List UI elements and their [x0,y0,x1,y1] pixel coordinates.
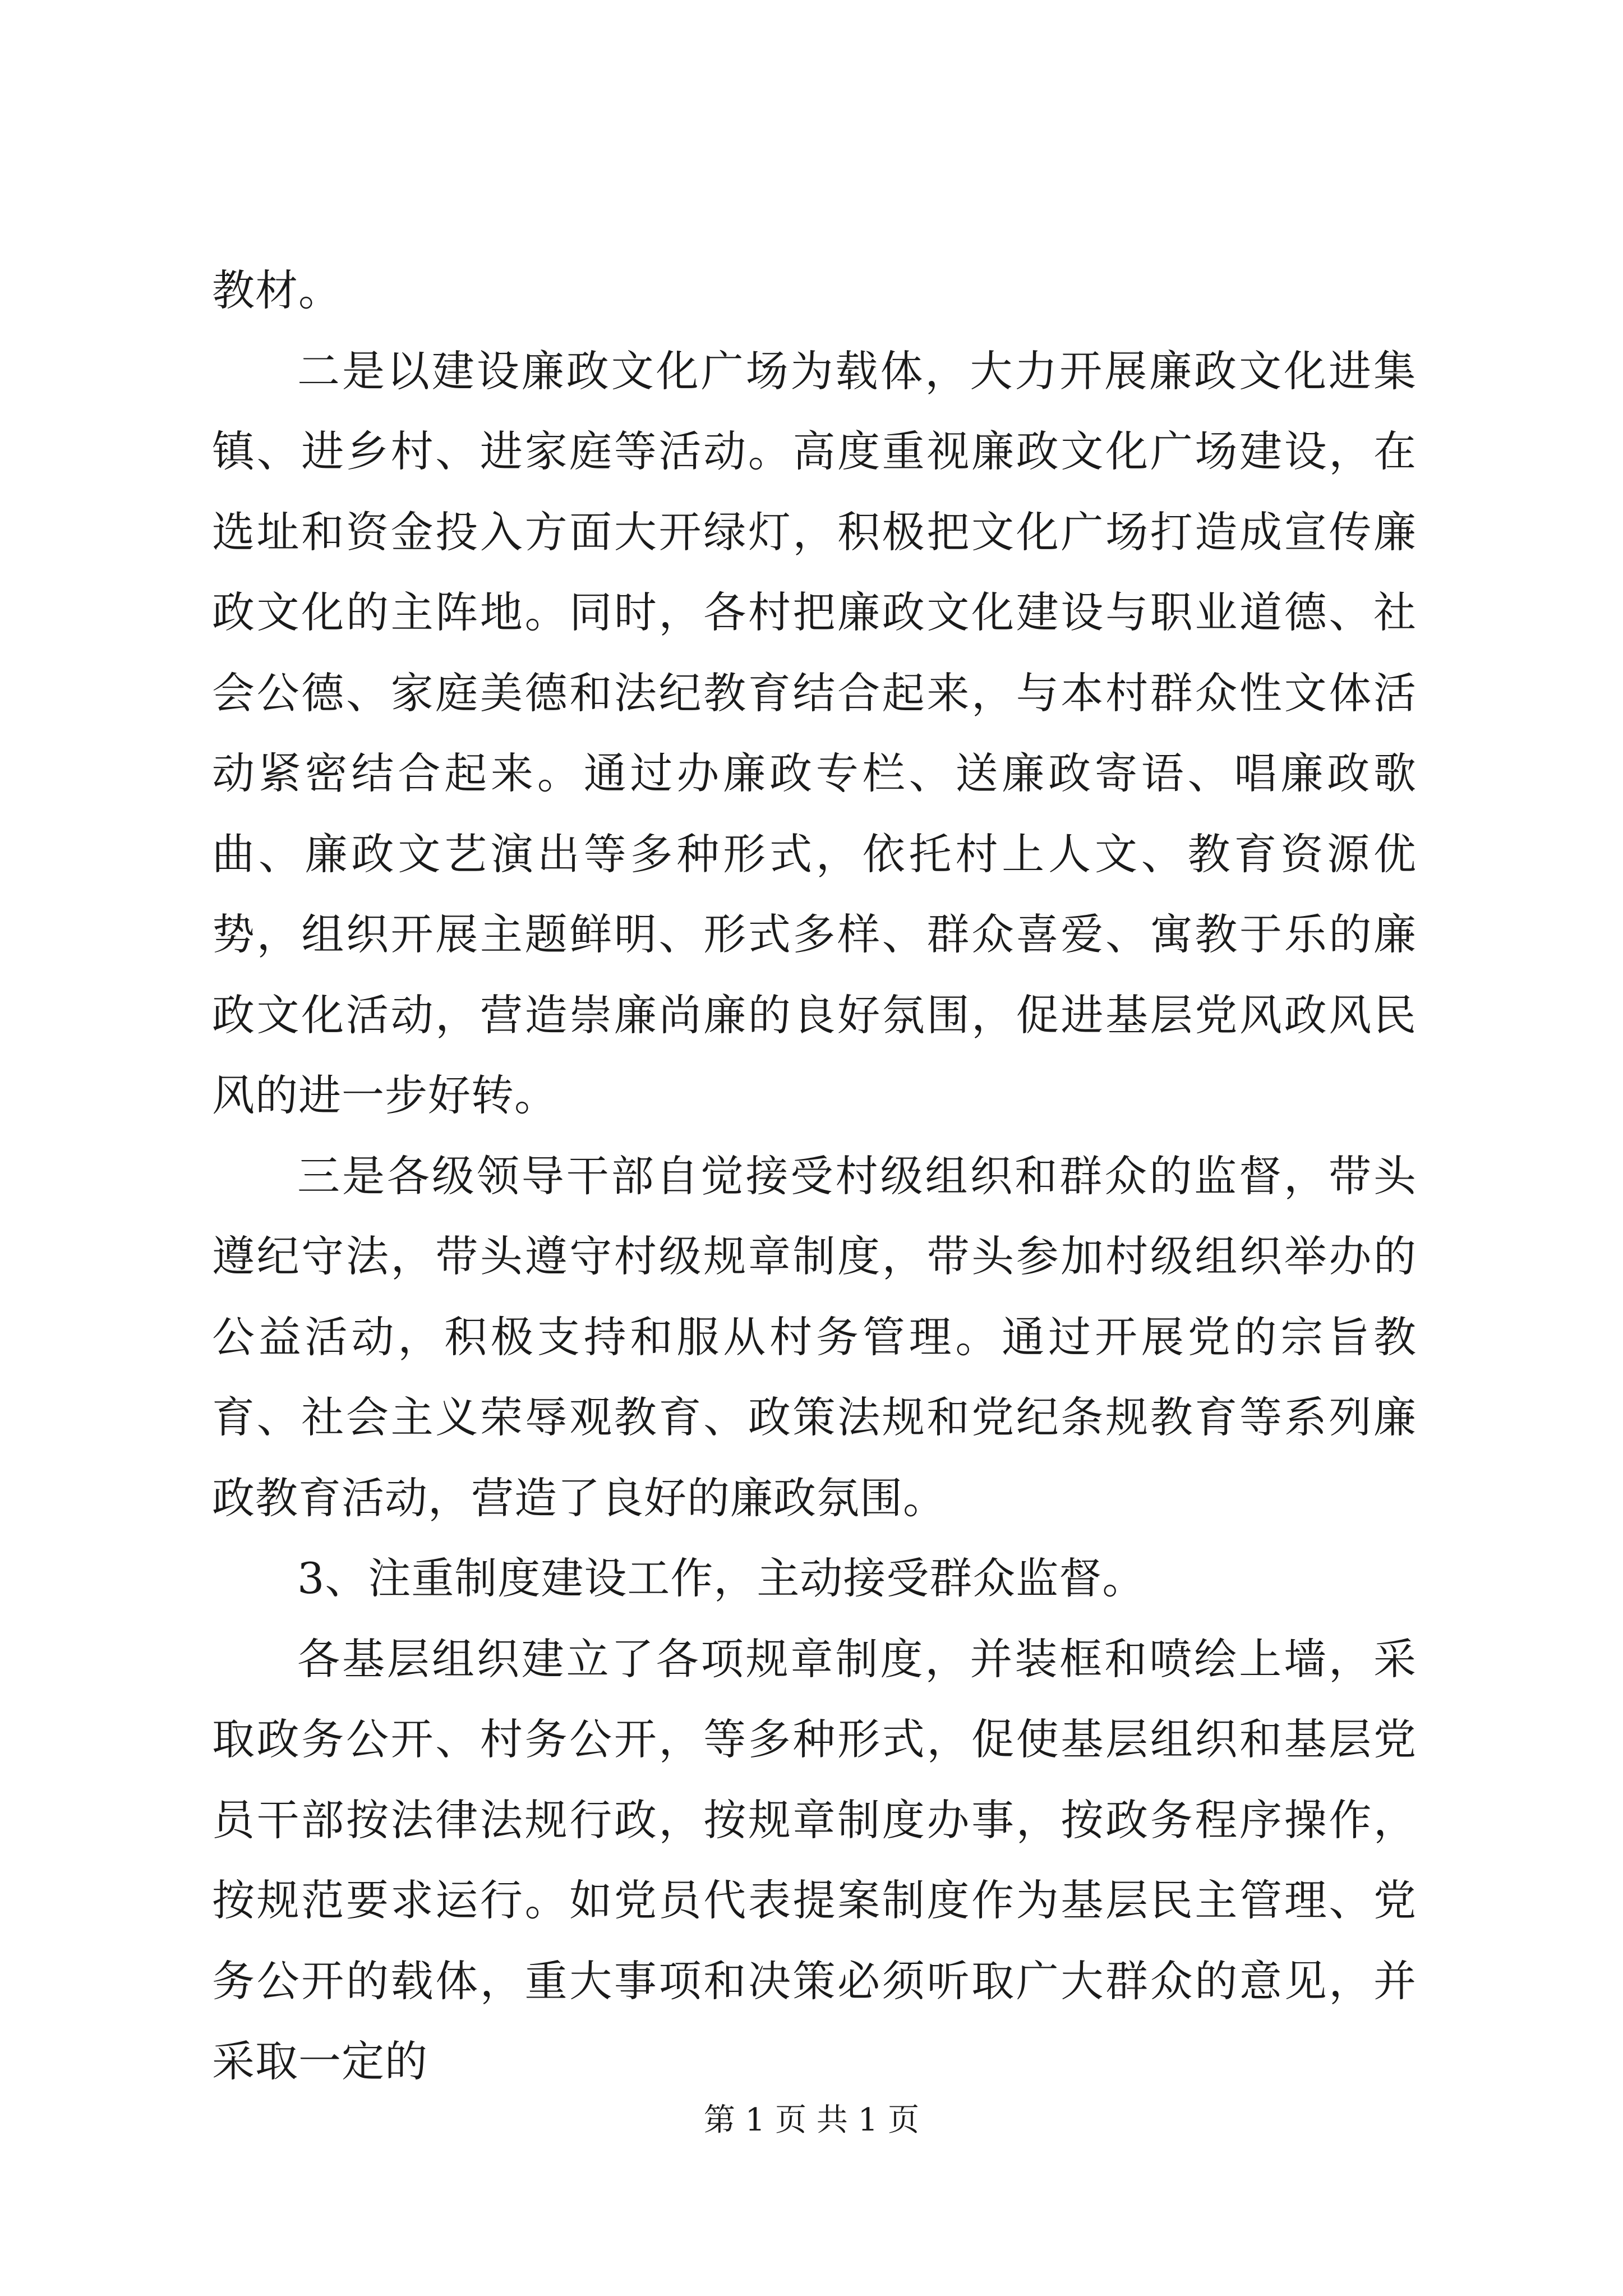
section-heading-institution-building: 3、注重制度建设工作，主动接受群众监督。 [297,1553,1146,1603]
paragraph-cultural-square: 二是以建设廉政文化广场为载体，大力开展廉政文化进集镇、进乡村、进家庭等活动。高度重视廉政文化广场建设，在选址和资金投入方面大开绿灯，积极把文化广场打造成宣传廉政文化的主阵地。同时，各村把廉政文化建设与职业道德、社会公德、家庭美德和法纪教育结合起来，与本村群众性文体活动紧密结合起来。通过办廉政专栏、送廉政寄语、唱廉政歌曲、廉政文艺演出等多种形式，依托村上人文、教育资源优势，组织开展主题鲜明、形式多样、群众喜爱、寓教于乐的廉政文化活动，营造崇廉尚廉的良好氛围，促进基层党风政风民风的进一步好转。 [212,346,1417,1120]
page-footer: 第 1 页 共 1 页 [703,2102,920,2138]
document-body [212,250,1417,2102]
paragraph-continuation: 教材。 [212,265,342,315]
paragraph-leader-supervision: 三是各级领导干部自觉接受村级组织和群众的监督，带头遵纪守法，带头遵守村级规章制度，带头参加村级组织举办的公益活动，积极支持和服从村务管理。通过开展党的宗旨教育、社会主义荣辱观教育、政策法规和党纪条规教育等系列廉政教育活动，营造了良好的廉政氛围。 [212,1151,1417,1523]
paragraph-rules-regulations: 各基层组织建立了各项规章制度，并装框和喷绘上墙，采取政务公开、村务公开，等多种形式，促使基层组织和基层党员干部按法律法规行政，按规章制度办事，按政务程序操作，按规范要求运行。如党员代表提案制度作为基层民主管理、党务公开的载体，重大事项和决策必须听取广大群众的意见，并采取一定的 [212,1634,1417,2086]
